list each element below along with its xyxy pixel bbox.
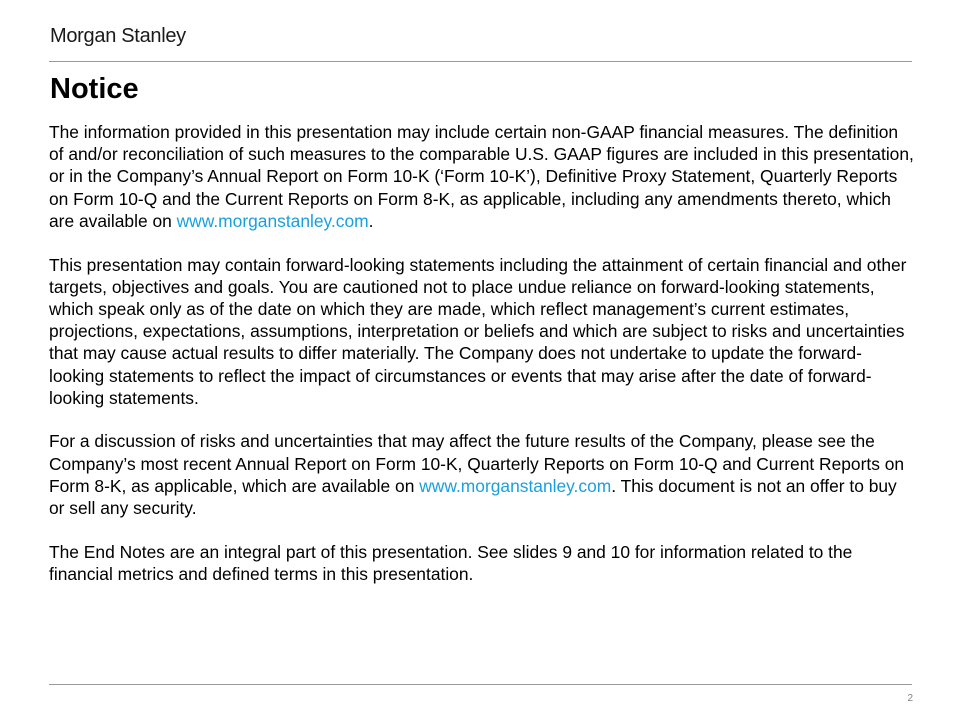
header-divider	[49, 61, 912, 62]
page-number: 2	[907, 693, 913, 704]
website-link[interactable]: www.morganstanley.com	[419, 475, 612, 496]
paragraph-end-notes: The End Notes are an integral part of this presentation. See slides 9 and 10 for information related to the financial metrics and defined terms in this presentation.	[49, 541, 853, 584]
paragraph-forward-looking: This presentation may contain forward-looking statements including the attainment of certain financial and other targets, objectives and goals. You are cautioned not to place undue reliance on forward-looking statements, which speak only as of the date on which they are made, which reflect management’s current estimates, projections, expectations, assumptions, interpretation or beliefs and which are subject to risks and uncertainties that may cause actual results to differ materially. The Company does not undertake to update the forward-looking statements to reflect the impact of circumstances or events that may arise after the date of forward-looking statements.	[49, 254, 907, 408]
website-link[interactable]: www.morganstanley.com	[176, 210, 369, 231]
notice-body	[49, 121, 917, 607]
footer-divider	[49, 684, 912, 685]
paragraph-risks	[49, 430, 917, 519]
paragraph-text: .	[368, 210, 374, 231]
paragraph-text: The information provided in this presentation may include certain non-GAAP financial measures. The definition of and/or reconciliation of such measures to the comparable U.S. GAAP figures are included in this presentation, or in the Company’s Annual Report on Form 10-K (‘Form 10-K’), Definitive Proxy Statement, Quarterly Reports on Form 10-Q and the Current Reports on Form 8-K, as applicable, including any amendments thereto, which are available on	[49, 122, 914, 231]
paragraph-text: . This document is not an offer to buy or sell any security.	[49, 475, 897, 519]
paragraph-text: For a discussion of risks and uncertainties that may affect the future results of the Company, please see the Company’s most recent Annual Report on Form 10-K, Quarterly Reports on Form 10-Q and Current Reports on Form 8-K, as applicable, which are available on	[49, 431, 905, 496]
page-title: Notice	[50, 73, 139, 105]
paragraph-non-gaap	[49, 121, 917, 232]
company-logo: Morgan Stanley	[50, 25, 186, 47]
